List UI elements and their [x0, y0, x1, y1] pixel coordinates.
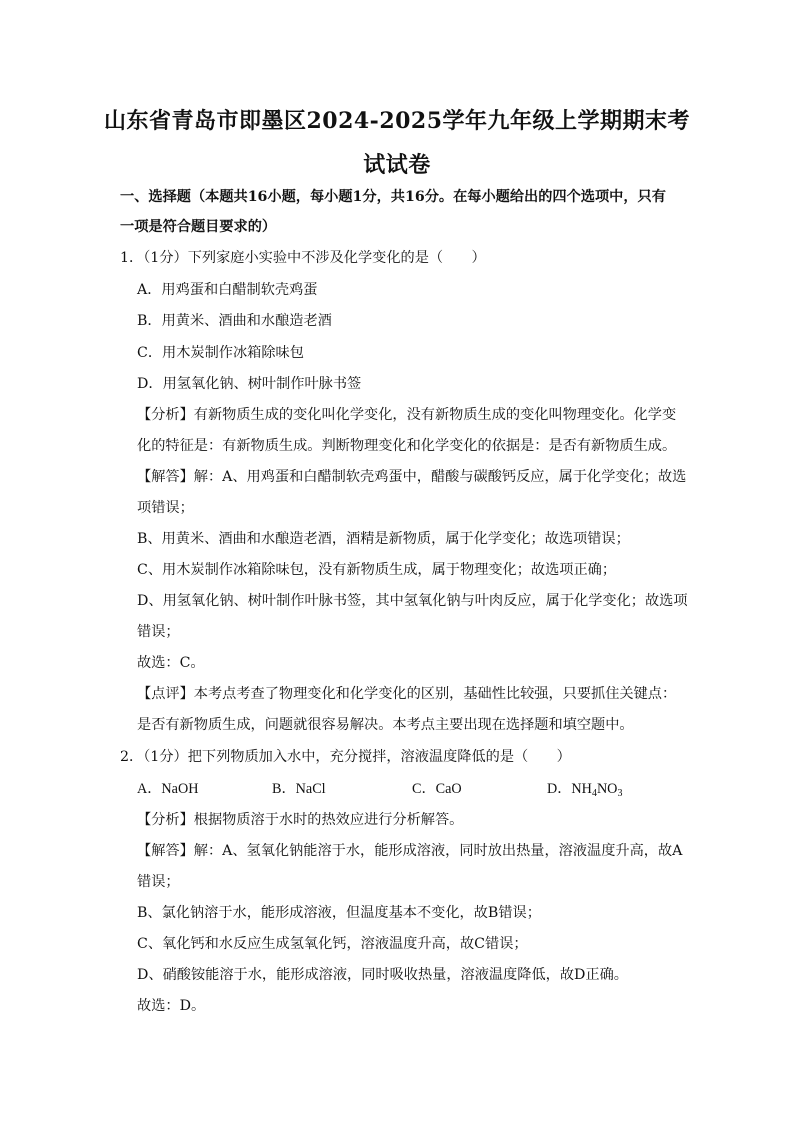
- question-2-solution: 错误；: [137, 874, 180, 890]
- question-2-solution: B、氯化钠溶于水，能形成溶液，但温度基本不变化，故B错误；: [137, 905, 541, 921]
- question-1-option-b: B．用黄米、酒曲和水酿造老酒: [137, 313, 332, 329]
- question-2-option-a: A．NaOH: [137, 781, 199, 797]
- option-d-prefix: D．NH: [547, 781, 592, 797]
- subscript-3: 3: [617, 788, 623, 799]
- question-1-solution: B、用黄米、酒曲和水酿造老酒，酒精是新物质，属于化学变化；故选项错误；: [137, 531, 630, 547]
- section-heading-continued: 一项是符合题目要求的）: [120, 219, 277, 235]
- question-1-analysis: 化的特征是：有新物质生成。判断物理变化和化学变化的依据是：是否有新物质生成。: [137, 438, 677, 454]
- page-title-continued: 试试卷: [363, 152, 431, 178]
- question-2-option-d: [547, 779, 622, 804]
- question-2-option-c: C．CaO: [412, 781, 462, 797]
- question-1-solution: 错误；: [137, 624, 180, 640]
- question-1-solution: 项错误；: [137, 500, 194, 516]
- question-1-answer: 故选：C。: [137, 655, 205, 671]
- question-2-solution: C、氧化钙和水反应生成氢氧化钙，溶液温度升高，故C错误；: [137, 936, 528, 952]
- question-1-option-d: D．用氢氧化钠、树叶制作叶脉书签: [137, 376, 362, 392]
- question-1-solution: D、用氢氧化钠、树叶制作叶脉书签，其中氢氧化钠与叶肉反应，属于化学变化；故选项: [137, 593, 688, 609]
- option-d-mid: NO: [596, 781, 618, 797]
- question-1-option-c: C．用木炭制作冰箱除味包: [137, 345, 304, 361]
- section-heading: 一、选择题（本题共16小题，每小题1分，共16分。在每小题给出的四个选项中，只有: [120, 189, 666, 205]
- question-2-solution: 【解答】解：A、氢氧化钠能溶于水，能形成溶液，同时放出热量，溶液温度升高，故A: [137, 843, 683, 859]
- question-1-solution: 【解答】解：A、用鸡蛋和白醋制软壳鸡蛋中，醋酸与碳酸钙反应，属于化学变化；故选: [137, 469, 687, 485]
- question-2-stem: 2．（1分）把下列物质加入水中，充分搅拌，溶液温度降低的是（ ）: [120, 749, 571, 765]
- question-2-solution: D、硝酸铵能溶于水，能形成溶液，同时吸收热量，溶液温度降低，故D正确。: [137, 967, 628, 983]
- question-2-option-b: B．NaCl: [272, 781, 326, 797]
- question-2-analysis: 【分析】根据物质溶于水时的热效应进行分析解答。: [137, 812, 464, 828]
- question-1-analysis: 【分析】有新物质生成的变化叫化学变化，没有新物质生成的变化叫物理变化。化学变: [137, 407, 677, 423]
- page-title: 山东省青岛市即墨区2024-2025学年九年级上学期期末考: [103, 108, 691, 134]
- subscript-4: 4: [591, 788, 597, 799]
- question-1-comment: 是否有新物质生成，问题就很容易解决。本考点主要出现在选择题和填空题中。: [137, 717, 634, 733]
- question-1-solution: C、用木炭制作冰箱除味包，没有新物质生成，属于物理变化；故选项正确；: [137, 562, 617, 578]
- question-1-option-a: A．用鸡蛋和白醋制软壳鸡蛋: [137, 282, 318, 298]
- question-1-comment: 【点评】本考点考查了物理变化和化学变化的区别，基础性比较强，只要抓住关键点：: [137, 686, 677, 702]
- question-1-stem: 1．（1分）下列家庭小实验中不涉及化学变化的是（ ）: [120, 250, 486, 266]
- question-2-answer: 故选：D。: [137, 998, 206, 1014]
